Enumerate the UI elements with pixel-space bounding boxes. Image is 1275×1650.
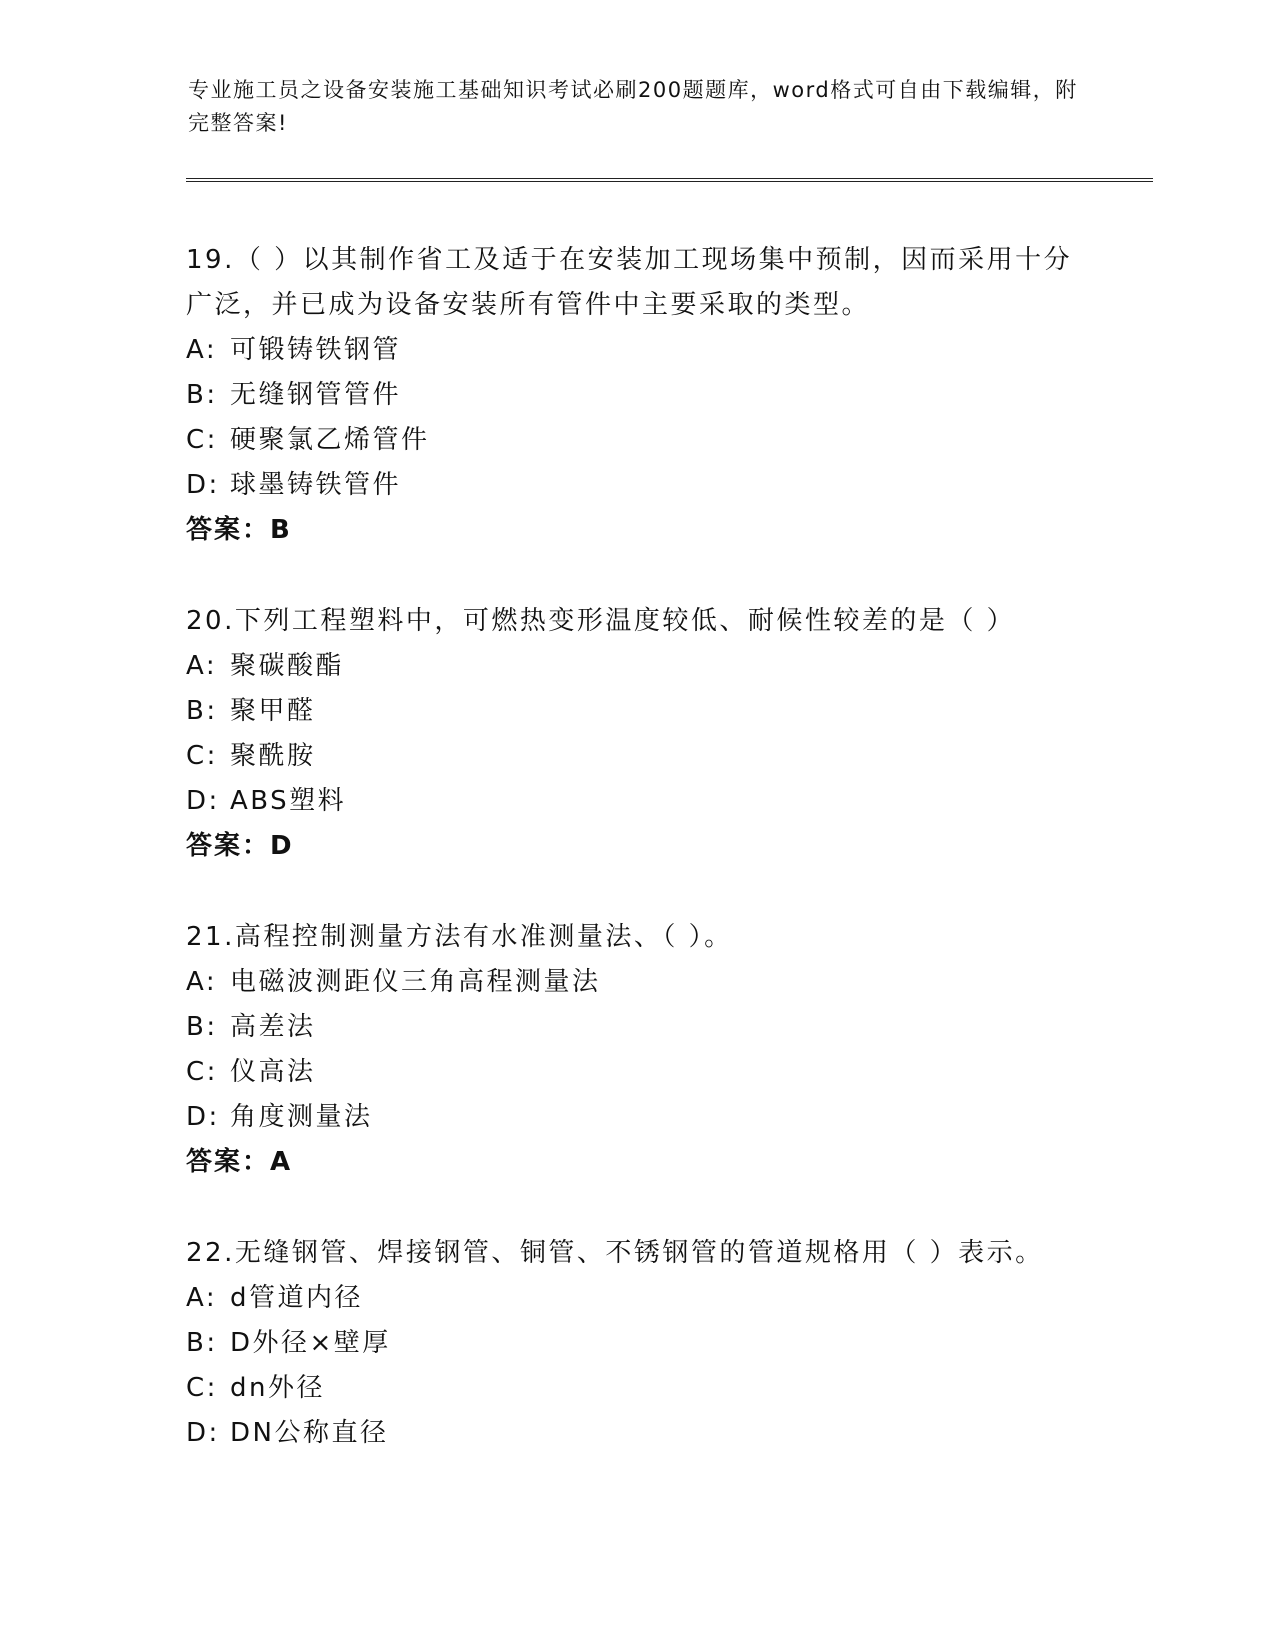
option-a (186, 644, 1086, 689)
option-d (186, 1095, 1086, 1140)
option-text: 聚甲醛 (230, 696, 316, 726)
option-a (186, 1276, 1086, 1321)
option-text: 仪高法 (230, 1057, 316, 1087)
option-key: C: (186, 741, 218, 771)
option-key: A: (186, 1283, 218, 1313)
option-text: 无缝钢管管件 (230, 380, 402, 410)
question-text: 21.高程控制测量方法有水准测量法、（ ）。 (186, 922, 733, 952)
option-key: C: (186, 425, 218, 455)
option-b (186, 373, 1086, 418)
option-c (186, 418, 1086, 463)
option-key: B: (186, 1012, 218, 1042)
document-header (188, 74, 1088, 140)
option-d (186, 1411, 1086, 1456)
option-text: D外径×壁厚 (230, 1328, 391, 1358)
header-title: 专业施工员之设备安装施工基础知识考试必刷200题题库，word格式可自由下载编辑，附完整答案! (188, 78, 1078, 135)
option-key: D: (186, 1418, 220, 1448)
option-b (186, 1005, 1086, 1050)
option-key: A: (186, 651, 218, 681)
option-text: ABS塑料 (230, 786, 347, 816)
answer-line: 答案：D (186, 831, 294, 861)
option-text: d管道内径 (230, 1283, 364, 1313)
answer-line: 答案：A (186, 1147, 293, 1177)
option-key: C: (186, 1057, 218, 1087)
option-key: A: (186, 335, 218, 365)
option-text: DN公称直径 (230, 1418, 389, 1448)
question-22 (186, 1231, 1086, 1456)
question-text: 20.下列工程塑料中，可燃热变形温度较低、耐候性较差的是（ ） (186, 606, 1016, 636)
option-text: 硬聚氯乙烯管件 (230, 425, 430, 455)
option-text: 聚酰胺 (230, 741, 316, 771)
option-b (186, 1321, 1086, 1366)
option-text: 可锻铸铁钢管 (230, 335, 402, 365)
option-text: 高差法 (230, 1012, 316, 1042)
option-text: 电磁波测距仪三角高程测量法 (230, 967, 601, 997)
option-key: C: (186, 1373, 218, 1403)
question-21 (186, 915, 1086, 1185)
option-text: dn外径 (230, 1373, 325, 1403)
option-d (186, 779, 1086, 824)
option-text: 聚碳酸酯 (230, 651, 345, 681)
header-divider (186, 178, 1153, 182)
option-c (186, 1050, 1086, 1095)
option-c (186, 1366, 1086, 1411)
option-a (186, 328, 1086, 373)
answer-line: 答案：B (186, 515, 292, 545)
option-b (186, 689, 1086, 734)
option-d (186, 463, 1086, 508)
option-key: D: (186, 1102, 220, 1132)
option-key: D: (186, 470, 220, 500)
option-key: B: (186, 1328, 218, 1358)
option-text: 球墨铸铁管件 (230, 470, 402, 500)
question-20 (186, 599, 1086, 869)
option-c (186, 734, 1086, 779)
question-text: 19.（ ）以其制作省工及适于在安装加工现场集中预制，因而采用十分广泛，并已成为设备安装所有管件中主要采取的类型。 (186, 245, 1073, 320)
option-text: 角度测量法 (230, 1102, 373, 1132)
question-list (186, 238, 1086, 1502)
question-19 (186, 238, 1086, 553)
question-text: 22.无缝钢管、焊接钢管、铜管、不锈钢管的管道规格用（ ）表示。 (186, 1238, 1044, 1268)
option-key: B: (186, 380, 218, 410)
option-key: A: (186, 967, 218, 997)
option-key: D: (186, 786, 220, 816)
option-key: B: (186, 696, 218, 726)
option-a (186, 960, 1086, 1005)
